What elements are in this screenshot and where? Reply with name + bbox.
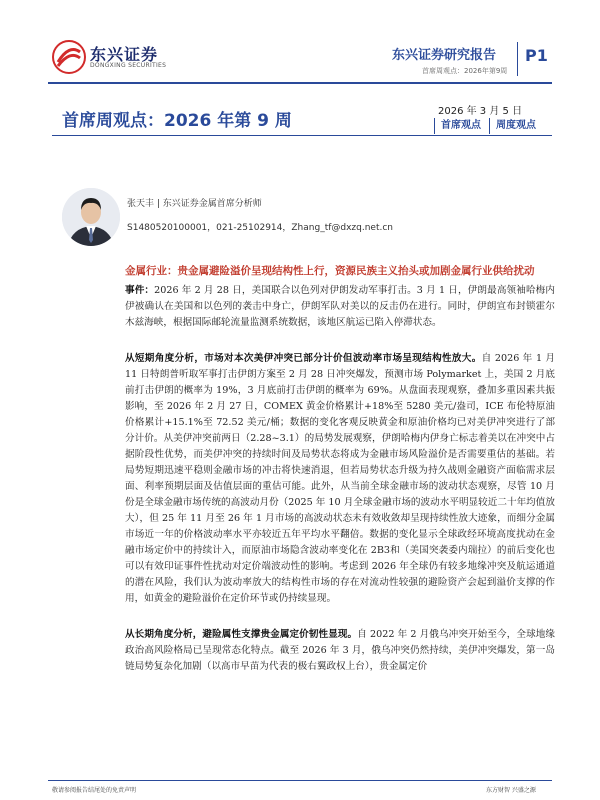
paragraph-short-term: [125, 351, 555, 607]
footer-rule: [48, 780, 552, 781]
paragraph-gap: [125, 331, 555, 347]
report-body: [125, 263, 555, 675]
paragraph-text: 2026 年 2 月 28 日，美国联合以色列对伊朗发动军事打击。3 月 1 日，伊朗最高领袖哈梅内伊被确认在美国和以色列的袭击中身亡，伊朗军队对美以的反击仍在进行。同时，伊朗宣布封锁霍尔木兹海峡，根据国际邮轮流量监测系统数据，该地区航运已陷入停滞状态。: [125, 285, 555, 328]
paragraph-lead: 从短期角度分析，市场对本次美伊冲突已部分计价但波动率市场呈现结构性放大。: [125, 353, 482, 364]
author-name: 张天丰 | 东兴证券金属首席分析师: [127, 199, 262, 209]
logo-text-en: DONGXING SECURITIES: [90, 62, 167, 69]
header-rule: [48, 82, 552, 84]
company-logo: [52, 40, 182, 76]
footer-disclaimer: 敬请参阅报告结尾处的免责声明: [52, 787, 137, 794]
header-divider: [517, 42, 518, 76]
report-date: 2026 年 3 月 5 日: [438, 106, 523, 117]
paragraph-long-term: [125, 627, 555, 675]
footer-slogan: 东方财智 兴盛之源: [486, 787, 536, 794]
paragraph-lead: 从长期角度分析，避险属性支撑贵金属定价韧性显现。: [125, 629, 358, 640]
author-contact: S1480520100001，021-25102914，Zhang_tf@dxzq.net.cn: [127, 223, 394, 233]
paragraph-text: 自 2026 年 1 月 11 日特朗普听取军事打击伊朗方案至 2 月 28 日冲突爆发，预测市场 Polymarket 上，美国 2 月底前打击伊朗的概率为 19%，3 月底前打击伊朗的概率为 69%。从盘面表现观察，叠加多重因素共振影响，至 2026 年 2 月 27 日，COMEX 黄金价格累计+18%至 5280 美元/盎司，ICE 布伦特原油价格累计+15.1%至 72.52 美元/桶；数据的变化客观反映黄金和原油价格均已对美伊冲突进行了部分计价。从美伊冲突前两日（2.28~3.1）的局势发展观察，伊朗哈梅内伊身亡标志着美以在冲突中占据阶段性优势，而美伊冲突的持续时间及局势状态将成为金融市场风险溢价是否需要重估的基础。若局势短期迅速平稳则金融市场的冲击将快速消退，但若局势状态升级为持久战则金融资产面临需求层面、利率预期层面及估值层面的重估可能。此外，从当前全球金融市场的波动状态观察，尽管 10 月份是全球金融市场传统的高波动月份（2025 年 10 月全球金融市场的波动水平明显较近二十年均值放大），但 25 年 11 月至 26 年 1 月市场的高波动状态未有效收敛却呈现持续性放大迹象，而细分金属市场近一年的价格波动率水平亦较近五年平均水平翻倍。数据的变化显示全球政经环境高度扰动在金融市场定价中的持续计入，而原油市场隐含波动率变化在 2B3和（美国突袭委内瑞拉）的前后变化也可以有效印证事件性扰动对定价端波动性的影响。考虑到 2026 年全球仍有较多地缘冲突及航运通道的潜在风险，我们认为波动率放大的结构性市场的存在对流动性较强的避险资产会起到溢价支撑的作用，如黄金的避险溢价在定价环节或仍持续显现。: [125, 353, 555, 604]
title-rule: [52, 135, 552, 136]
author-avatar: [62, 188, 120, 246]
report-header: [0, 0, 600, 90]
paragraph-text: 自 2022 年 2 月俄乌冲突开始至今，全球地缘政治高风险格局已呈现常态化特点。截至 2026 年 3 月，俄乌冲突仍然持续，美伊冲突爆发，第一岛链局势复杂化加剧（以高市早苗为代表的极右翼政权上台），贵金属定价: [125, 629, 556, 672]
paragraph-gap: [125, 607, 555, 623]
paragraph-event: [125, 283, 555, 331]
logo-mark-icon: [52, 40, 86, 74]
tag-chief-view: 首席观点: [434, 118, 487, 134]
paragraph-lead: 事件：: [125, 285, 155, 296]
tag-weekly-view: 周度观点: [489, 118, 542, 134]
person-icon: [62, 188, 120, 246]
section-headline: 金属行业：贵金属避险溢价呈现结构性上行，资源民族主义抬头或加剧金属行业供给扰动: [125, 265, 535, 277]
report-name: 东兴证券研究报告: [392, 48, 497, 63]
category-tags: [434, 118, 542, 134]
page-number: P1: [525, 46, 548, 65]
page-title: 首席周观点：2026 年第 9 周: [62, 111, 292, 131]
report-subtitle: 首席周观点：2026年第9周: [422, 67, 508, 75]
logo-text-cn: 东兴证券: [90, 45, 159, 64]
